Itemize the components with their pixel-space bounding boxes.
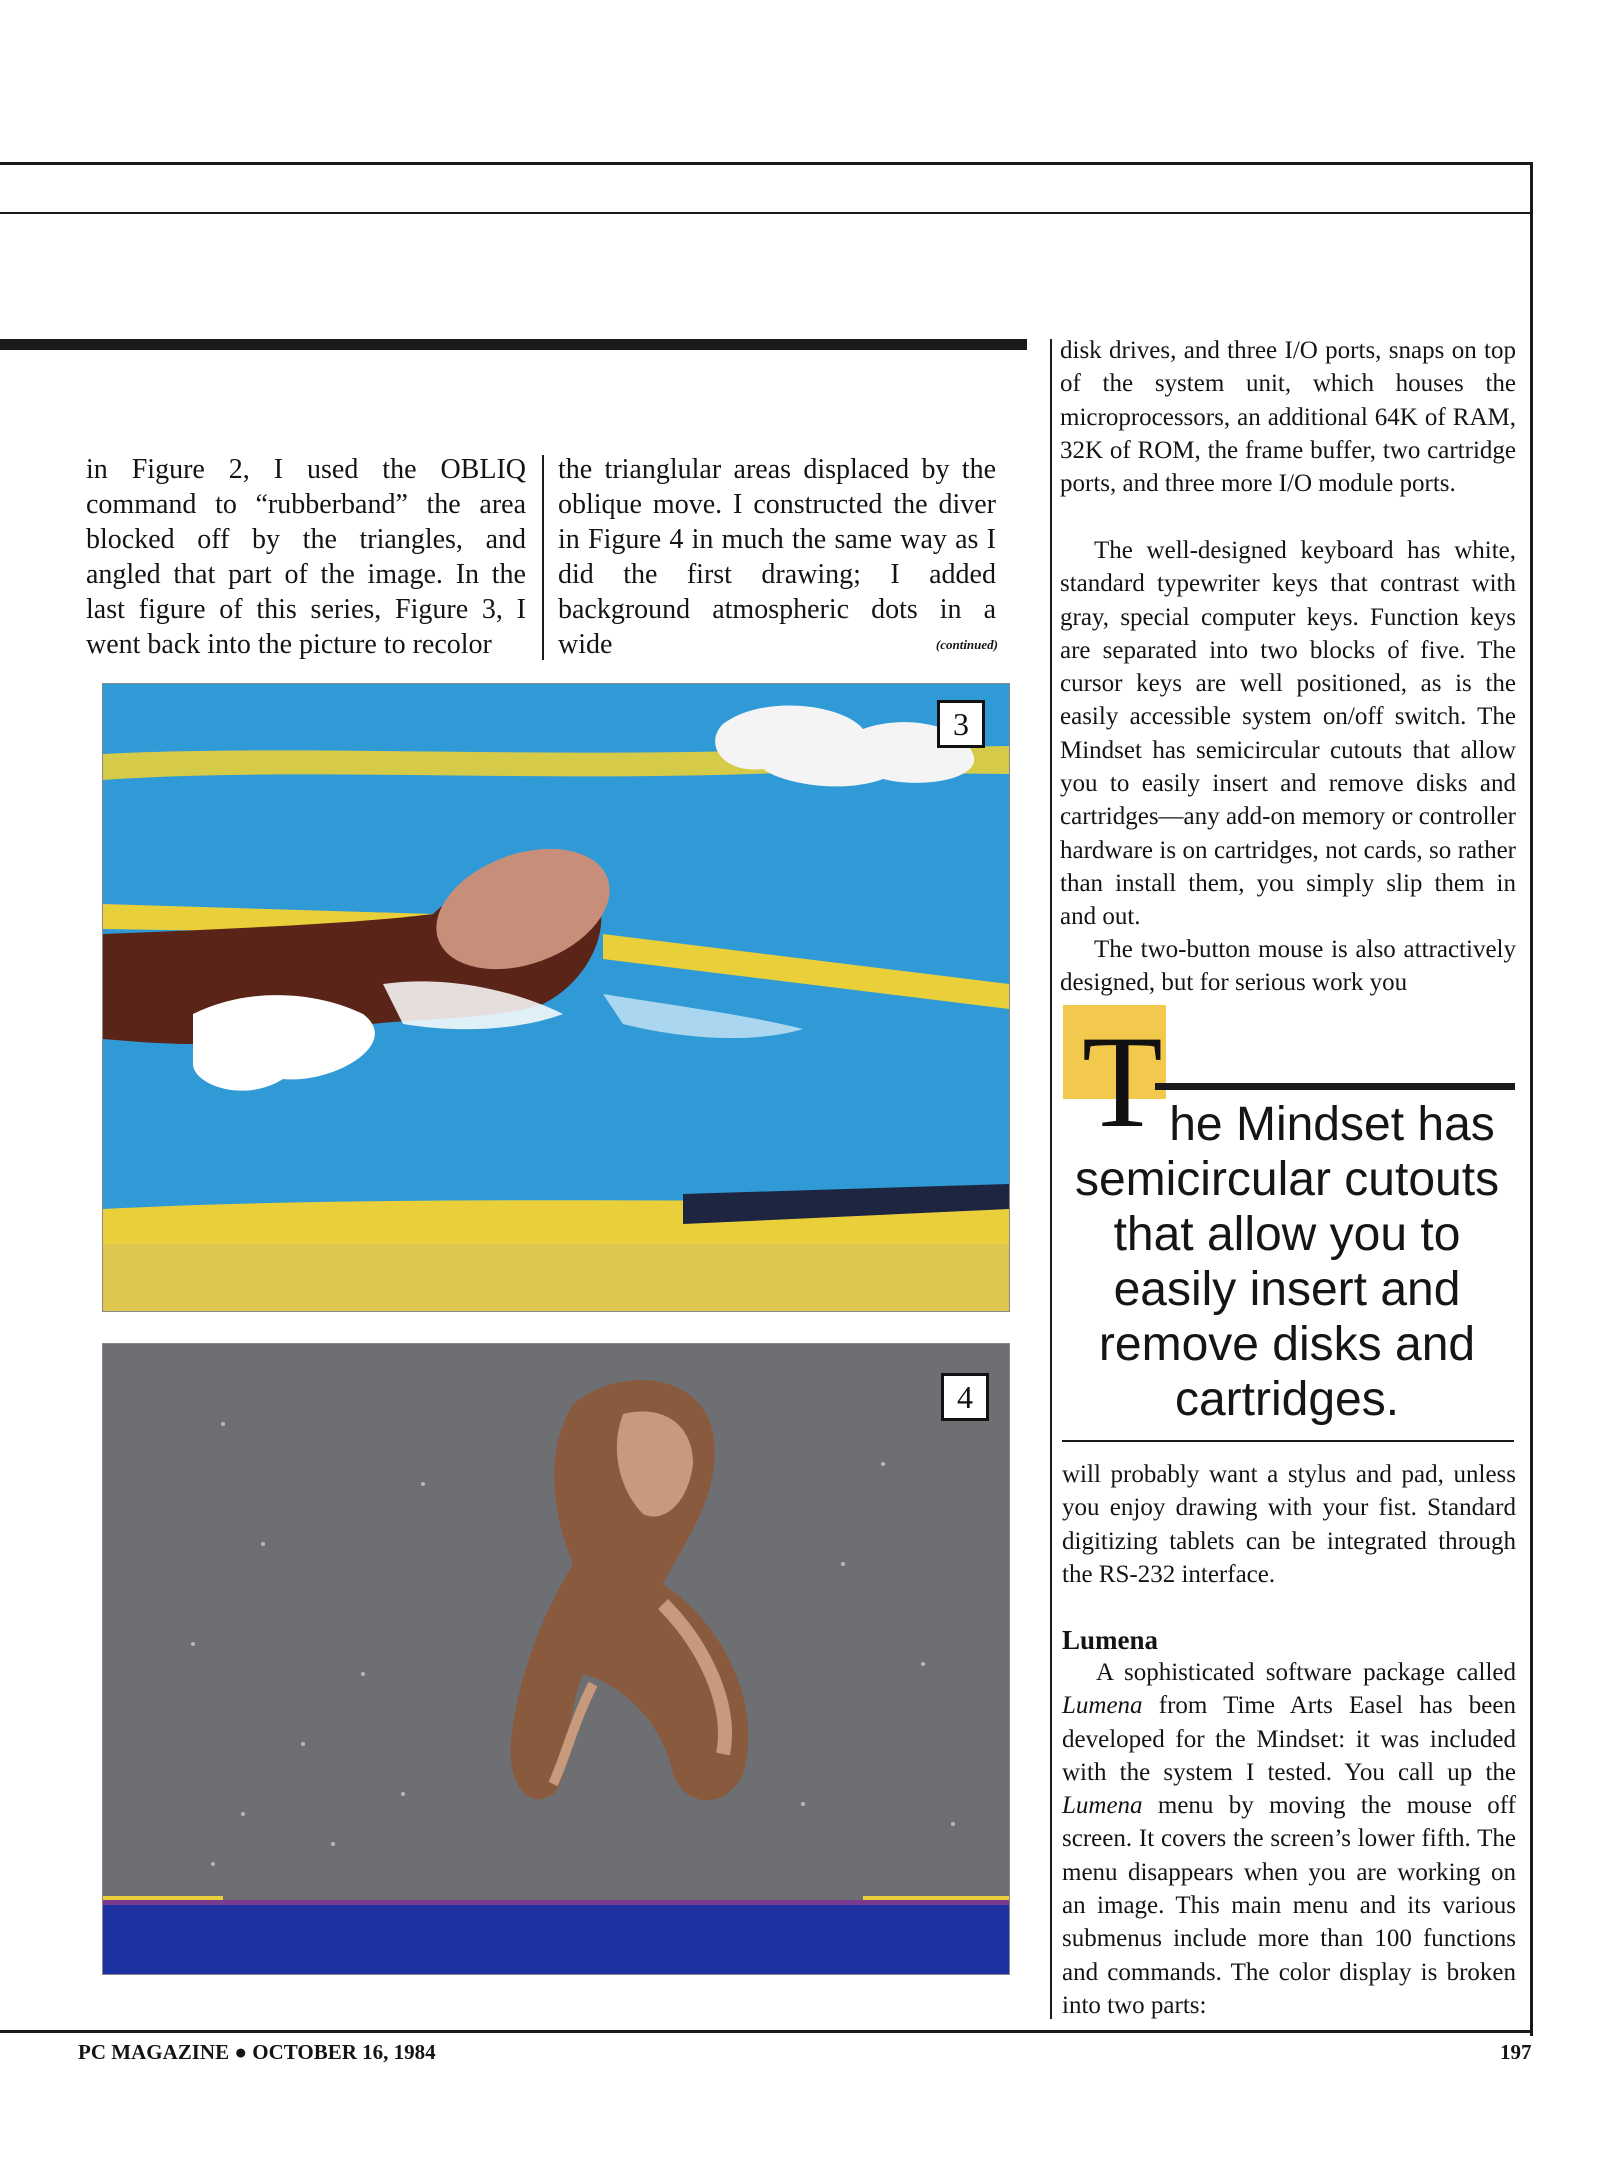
pull-quote-text: he Mindset has semicircular cutouts that allow you to easily insert and remove disks and cartridges. <box>1074 1098 1500 1426</box>
figure-3-number: 3 <box>937 700 985 748</box>
pull-quote-top-rule <box>1155 1083 1515 1090</box>
body-text-right-p1: disk drives, and three I/O ports, snaps on top of the system unit, which houses the microprocessors, an additional 64K of RAM, 32K of ROM, the frame buffer, two cartridge ports, and three more I/O module ports. <box>1060 337 1516 498</box>
p5-emphasis-lumena-2: Lumena <box>1062 1792 1143 1820</box>
footer-rule <box>0 2030 1533 2033</box>
body-text-right-p4: will probably want a stylus and pad, unless you enjoy drawing with your fist. Standard digitizing tablets can be integrated through the RS-232 interface. <box>1062 1461 1516 1588</box>
text-column-divider <box>542 455 544 660</box>
pull-quote-bottom-rule <box>1062 1440 1514 1442</box>
body-text-left-col1: in Figure 2, I used the OBLIQ command to “rubberband” the area blocked off by the triangles, and angled that part of the image. In the last figure of this series, Figure 3, I went back into the picture to recolor <box>86 454 526 660</box>
header-bottom-rule <box>0 212 1532 214</box>
section-bar <box>0 339 1027 350</box>
frame-right-edge <box>1530 162 1533 2036</box>
diver-illustration <box>103 1344 1009 1974</box>
top-rule <box>0 162 1532 165</box>
p5-text-b: from Time Arts Easel has been developed for the Mindset: it was included with the system I tested. You call up the <box>1062 1692 1516 1786</box>
section-heading-lumena: Lumena <box>1062 1625 1159 1655</box>
p5-emphasis-lumena-1: Lumena <box>1062 1692 1143 1720</box>
drop-cap-letter: T <box>1082 1008 1163 1155</box>
p5-text-a: A sophisticated software package called <box>1096 1659 1516 1686</box>
continued-note: (continued) <box>935 637 998 652</box>
footer-publication: PC MAGAZINE ● OCTOBER 16, 1984 <box>78 2040 436 2064</box>
column-divider <box>1050 339 1052 2019</box>
body-text-right-p3: The two-button mouse is also attractively designed, but for serious work you <box>1060 936 1516 997</box>
swimmer-illustration <box>103 684 1009 1311</box>
body-text-left-col2: the trianglular areas displaced by the oblique move. I constructed the diver in Figure 4 in much the same way as I did the first drawing; I added background atmospheric dots in a wide <box>558 454 996 660</box>
p5-text-c: menu by moving the mouse off screen. It covers the screen’s lower fifth. The menu disappears when you are working on an image. This main menu and its various submenus include more than 100 functions and commands. The color display is broken into two parts: <box>1062 1792 1516 2019</box>
body-text-right-p5 <box>1062 1656 1516 2022</box>
body-text-right-p2: The well-designed keyboard has white, standard typewriter keys that contrast with gray, special computer keys. Function keys are separated into two blocks of five. The cursor keys are well positioned, as is the easily accessible system on/off switch. The Mindset has semicircular cutouts that allow you to easily insert and remove disks and cartridges—any add-on memory or controller hardware is on cartridges, not cards, so rather than install them, you simply slip them in and out. <box>1060 537 1516 931</box>
figure-4-diver-image <box>102 1343 1010 1975</box>
figure-4-number: 4 <box>941 1373 989 1421</box>
footer-page-number: 197 <box>1500 2040 1532 2064</box>
figure-3-swimmer-image <box>102 683 1010 1312</box>
